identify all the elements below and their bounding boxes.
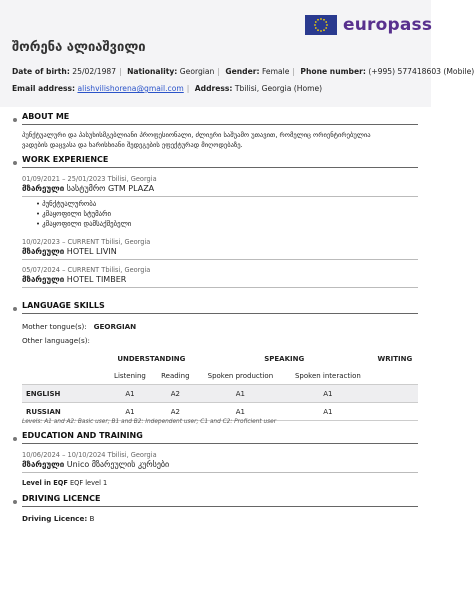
job-title: მზარეული სასტუმრო GTM PLAZA: [22, 184, 155, 193]
list-item: • კმაყოფილი დამსაქმებელი: [36, 220, 131, 228]
eu-flag-icon: [305, 15, 337, 35]
email-link[interactable]: alishvilishorena@gmail.com: [77, 84, 184, 93]
header-speaking: SPEAKING: [264, 354, 305, 363]
job-title: მზარეული HOTEL LIVIN: [22, 247, 117, 256]
job-divider: [22, 196, 418, 197]
section-title-driving: DRIVING LICENCE: [22, 494, 101, 503]
nationality-label: Nationality:: [127, 67, 178, 76]
address-label: Address:: [194, 84, 233, 93]
section-rule: [22, 506, 418, 507]
section-bullet: [13, 118, 17, 122]
europass-logo: [305, 15, 432, 35]
section-title-about: ABOUT ME: [22, 112, 70, 121]
language-levels-legend: Levels: A1 and A2: Basic user; B1 and B2: Independent user; C1 and C2: Proficient user: [22, 419, 277, 425]
section-bullet: [13, 437, 17, 441]
table-row: ENGLISH A1 A2 A1 A1: [22, 385, 418, 403]
about-text-line1: პუნქტუალური და პასუხისმგებლიანი პროფესიონალი, ძლიერი საშუამო უთავით, რომელიც ორიენტირებულია: [22, 131, 371, 139]
dob-label: Date of birth:: [12, 67, 70, 76]
gender-value: Female: [261, 67, 290, 76]
header-understanding: UNDERSTANDING: [117, 354, 186, 363]
about-text-line2: ვადების დაცვასა და ხარისხიანი შედეგების ეფექტურად მიღოდებაზე.: [22, 141, 243, 149]
address-value: Tbilisi, Georgia (Home): [234, 84, 323, 93]
section-bullet: [13, 500, 17, 504]
phone-value: (+995) 577418603 (Mobile): [368, 67, 474, 76]
table-header-row: [22, 350, 418, 367]
job-divider: [22, 259, 418, 260]
section-rule: [22, 167, 418, 168]
section-rule: [22, 443, 418, 444]
section-rule: [22, 124, 418, 125]
sub-listening: Listening: [114, 371, 146, 380]
other-languages-label: Other language(s):: [22, 336, 90, 345]
sub-reading: Reading: [161, 371, 190, 380]
table-row: RUSSIAN A1 A2 A1 A1: [22, 403, 418, 421]
dob-value: 25/02/1987: [72, 67, 117, 76]
job-meta: 10/02/2023 – CURRENT Tbilisi, Georgia: [22, 238, 151, 246]
list-item: • კმაყოფილი სტუმარი: [36, 210, 131, 218]
sub-interaction: Spoken interaction: [294, 371, 361, 380]
nationality-value: Georgian: [179, 67, 215, 76]
job-duties-list: [36, 200, 131, 230]
list-item: • პუნქტუალურობა: [36, 200, 131, 208]
table-subheader-row: [22, 367, 418, 385]
section-bullet: [13, 307, 17, 311]
gender-label: Gender:: [225, 67, 260, 76]
mother-tongue: Mother tongue(s): GEORGIAN: [22, 322, 137, 331]
personal-info-line: Date of birth: 25/02/1987 | Nationality: Georgian | Gender: Female | Phone number: (+995) 577418603 (Mobile): [12, 67, 474, 76]
driving-licence: Driving Licence: B: [22, 514, 95, 523]
job-meta: 05/07/2024 – CURRENT Tbilisi, Georgia: [22, 266, 151, 274]
education-title: მზარეული Unico მზარეულის კურსები: [22, 460, 170, 469]
language-table: [22, 350, 418, 421]
phone-label: Phone number:: [300, 67, 366, 76]
sub-production: Spoken production: [207, 371, 274, 380]
email-label: Email address:: [12, 84, 76, 93]
section-title-education: EDUCATION AND TRAINING: [22, 431, 143, 440]
contact-info-line: Email address: alishvilishorena@gmail.com | Address: Tbilisi, Georgia (Home): [12, 84, 323, 93]
europass-wordmark: europass: [343, 15, 433, 35]
section-rule: [22, 313, 418, 314]
job-title: მზარეული HOTEL TIMBER: [22, 275, 127, 284]
job-meta: 01/09/2021 – 25/01/2023 Tbilisi, Georgia: [22, 175, 157, 183]
cv-header: [0, 0, 474, 107]
section-bullet: [13, 161, 17, 165]
person-name: შორენა ალიაშვილი: [12, 40, 146, 55]
job-divider: [22, 287, 418, 288]
section-title-work: WORK EXPERIENCE: [22, 155, 109, 164]
education-divider: [22, 472, 418, 473]
eqf-level: Level in EQF EQF level 1: [22, 479, 108, 487]
section-title-languages: LANGUAGE SKILLS: [22, 301, 105, 310]
education-meta: 10/06/2024 – 10/10/2024 Tbilisi, Georgia: [22, 451, 157, 459]
header-writing: WRITING: [377, 354, 413, 363]
